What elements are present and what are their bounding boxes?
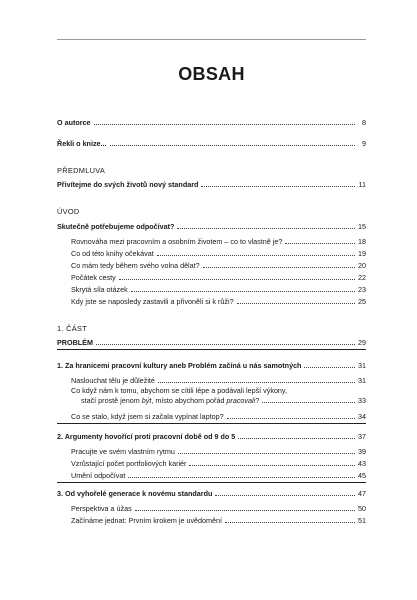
entry-page: 51 xyxy=(358,516,366,525)
entry-page: 33 xyxy=(358,395,366,405)
entry-label: Řekli o knize... xyxy=(57,139,107,148)
entry-label: Umění odpočívat xyxy=(71,471,126,480)
section-heading-part1: 1. ČÁST xyxy=(57,324,88,333)
divider xyxy=(57,349,366,350)
toc-subentry[interactable] xyxy=(71,237,366,246)
entry-label: Přivítejme do svých životů nový standard xyxy=(57,180,199,189)
entry-label: Co se stalo, když jsem si začala vypínat laptop? xyxy=(71,412,224,421)
toc-subentry[interactable] xyxy=(71,412,366,421)
entry-label: PROBLÉM xyxy=(57,338,93,347)
entry-label-line1: Co když nám k tomu, abychom se cítili lépe a podávali lepší výkony, xyxy=(71,386,287,395)
divider xyxy=(57,423,366,424)
chapter-label: 2. Argumenty hovořící proti pracovní době od 9 do 5 xyxy=(57,432,236,441)
entry-page: 37 xyxy=(358,432,366,441)
section-heading-uvod: ÚVOD xyxy=(57,207,80,216)
entry-label: Kdy jste se naposledy zastavili a přivoněli si k růži? xyxy=(71,297,234,306)
toc-subentry[interactable] xyxy=(71,471,366,480)
toc-subentry[interactable] xyxy=(71,376,366,385)
entry-page: 19 xyxy=(358,249,366,258)
entry-label: Vzrůstající počet portfoliových kariér xyxy=(71,459,187,468)
entry-page: 20 xyxy=(358,261,366,270)
entry-label: Začínáme jednat: Prvním krokem je uvědomění xyxy=(71,516,223,525)
chapter-label: 1. Za hranicemi pracovní kultury aneb Problém začíná u nás samotných xyxy=(57,361,302,370)
toc-subentry-multiline[interactable] xyxy=(71,386,366,405)
toc-subentry[interactable] xyxy=(71,249,366,258)
entry-label: Perspektiva a úžas xyxy=(71,504,132,513)
toc-entry-uvod[interactable] xyxy=(57,222,366,231)
entry-page: 39 xyxy=(358,447,366,456)
entry-page: 50 xyxy=(358,504,366,513)
entry-label: Co od této knihy očekávat xyxy=(71,249,154,258)
entry-page: 31 xyxy=(358,361,366,370)
divider xyxy=(57,482,366,483)
toc-chapter-1[interactable] xyxy=(57,361,366,370)
top-rule xyxy=(57,39,366,40)
entry-page: 25 xyxy=(358,297,366,306)
entry-page: 45 xyxy=(358,471,366,480)
toc-entry-o-autorce[interactable] xyxy=(57,118,366,127)
entry-label: Naslouchat tělu je důležité xyxy=(71,376,155,385)
entry-page: 43 xyxy=(358,459,366,468)
toc-subentry[interactable] xyxy=(71,504,366,513)
entry-label-line2: stačí prostě jenom být, místo abychom pořád pracovali? xyxy=(81,395,260,405)
toc-subentry[interactable] xyxy=(71,516,366,525)
entry-label: Rovnováha mezi pracovním a osobním životem – co to vlastně je? xyxy=(71,237,283,246)
entry-page: 31 xyxy=(358,376,366,385)
toc-subentry[interactable] xyxy=(71,447,366,456)
toc-subentry[interactable] xyxy=(71,297,366,306)
entry-label: Skutečně potřebujeme odpočívat? xyxy=(57,222,175,231)
entry-page: 11 xyxy=(358,180,366,189)
entry-label: Skrytá síla otázek xyxy=(71,285,128,294)
toc-subentry[interactable] xyxy=(71,459,366,468)
entry-page: 47 xyxy=(358,489,366,498)
entry-page: 15 xyxy=(358,222,366,231)
toc-chapter-2[interactable] xyxy=(57,432,366,441)
chapter-label: 3. Od vyhořelé generace k novému standardu xyxy=(57,489,213,498)
toc-entry-rekli-o-knize[interactable] xyxy=(57,139,366,148)
entry-page: 8 xyxy=(362,118,366,127)
toc-chapter-3[interactable] xyxy=(57,489,366,498)
toc-subentry[interactable] xyxy=(71,273,366,282)
toc-entry-problem[interactable] xyxy=(57,338,366,347)
section-heading-predmluva: PŘEDMLUVA xyxy=(57,166,106,175)
entry-page: 22 xyxy=(358,273,366,282)
toc-entry-predmluva[interactable] xyxy=(57,180,366,189)
entry-page: 29 xyxy=(358,338,366,347)
entry-page: 34 xyxy=(358,412,366,421)
entry-label: O autorce xyxy=(57,118,91,127)
entry-label: Co mám tedy během svého volna dělat? xyxy=(71,261,200,270)
toc-subentry[interactable] xyxy=(71,261,366,270)
entry-page: 9 xyxy=(362,139,366,148)
entry-page: 23 xyxy=(358,285,366,294)
entry-label: Počátek cesty xyxy=(71,273,116,282)
entry-label: Pracujte ve svém vlastním rytmu xyxy=(71,447,175,456)
entry-page: 18 xyxy=(358,237,366,246)
page-title: OBSAH xyxy=(178,64,245,84)
toc-subentry[interactable] xyxy=(71,285,366,294)
